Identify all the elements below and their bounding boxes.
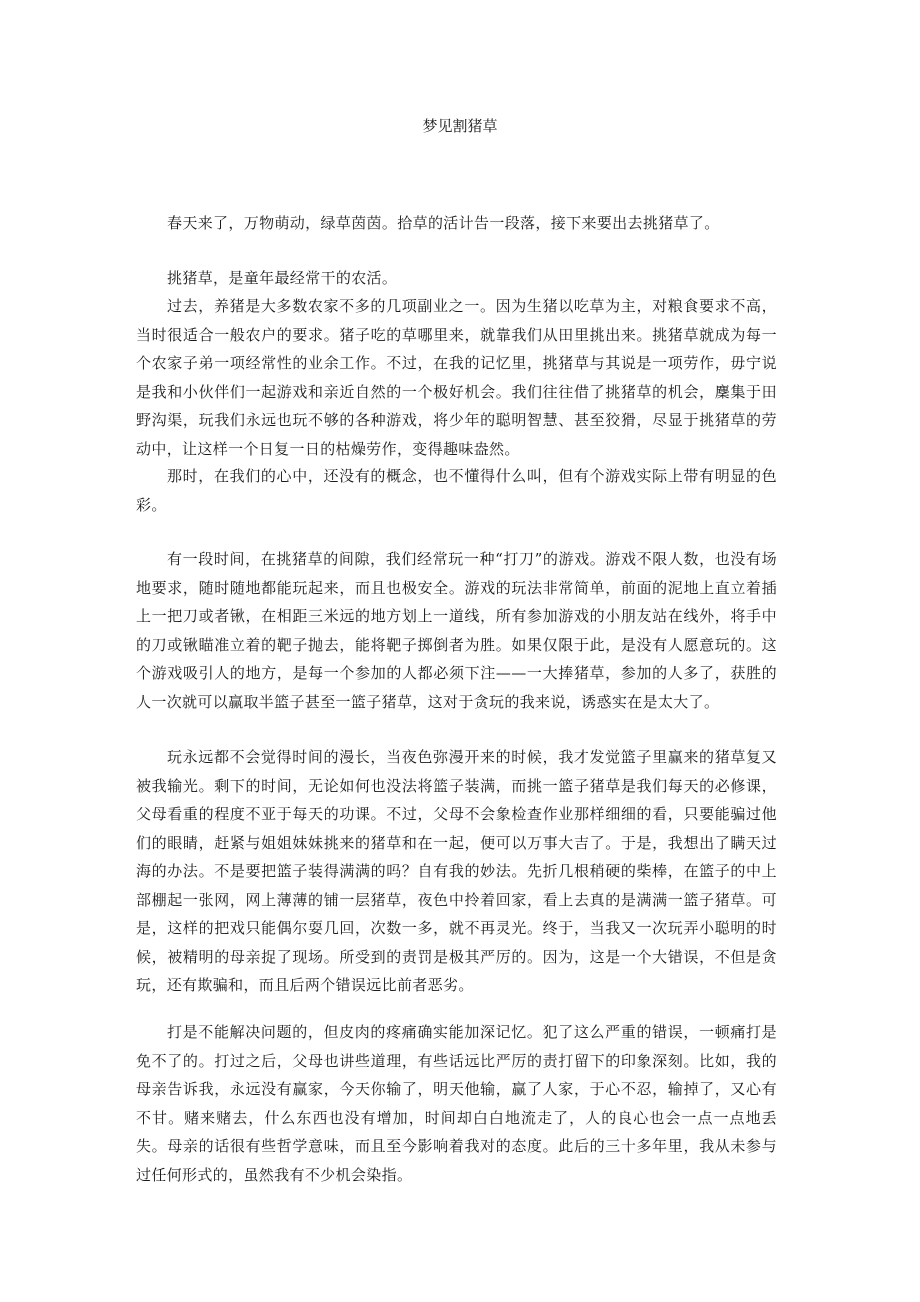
paragraph-basket-trick: 玩永远都不会觉得时间的漫长，当夜色弥漫开来的时候，我才发觉篮子里赢来的猪草复又被我输光。剩下的时间，无论如何也没法将篮子装满，而挑一篮子猪草是我们每天的必修课，父母看重的程度不亚于每天的功课。不过，父母不会象检查作业那样细细的看，只要能骗过他们的眼睛，赶紧与姐姐妹妹挑来的猪草和在一起，便可以万事大吉了。于是，我想出了瞒天过海的办法。不是要把篮子装得满满的吗？自有我的妙法。先折几根稍硬的柴棒，在篮子的中上部棚起一张网，网上薄薄的铺一层猪草，夜色中拎着回家，看上去真的是满满一篮子猪草。可是，这样的把戏只能偶尔耍几回，次数一多，就不再灵光。终于，当我又一次玩弄小聪明的时候，被精明的母亲捉了现场。所受到的责罚是极其严厉的。因为，这是一个大错误，不但是贪玩，还有欺骗和，而且后两个错误远比前者恶劣。 [136, 748, 777, 994]
page-title: 梦见割猪草 [422, 117, 498, 135]
paragraph-knife-game: 有一段时间，在挑猪草的间隙，我们经常玩一种“打刀”的游戏。游戏不限人数，也没有场地要求，随时随地都能玩起来，而且也极安全。游戏的玩法非常简单，前面的泥地上直立着插上一把刀或者锹，在相距三米远的地方划上一道线，所有参加游戏的小朋友站在线外，将手中的刀或锹瞄准立着的靶子抛去，能将靶子掷倒者为胜。如果仅限于此，是没有人愿意玩的。这个游戏吸引人的地方，是每一个参加的人都必须下注——一大捧猪草，参加的人多了，获胜的人一次就可以赢取半篮子甚至一篮子猪草，这对于贪玩的我来说，诱惑实在是太大了。 [136, 550, 777, 711]
paragraph-childhood-chore: 挑猪草，是童年最经常干的农活。 [167, 269, 398, 287]
paragraph-mothers-lesson: 打是不能解决问题的，但皮肉的疼痛确实能加深记忆。犯了这么严重的错误，一顿痛打是免不了的。打过之后，父母也讲些道理，有些话远比严厉的责打留下的印象深刻。比如，我的母亲告诉我，永远没有赢家，今天你输了，明天他输，赢了人家，于心不忍，输掉了，又心有不甘。赌来赌去，什么东西也没有增加，时间却白白地流走了，人的良心也会一点一点地丢失。母亲的话很有些哲学意味，而且至今影响着我对的态度。此后的三十多年里，我从未参与过任何形式的，虽然我有不少机会染指。 [136, 1023, 777, 1184]
paragraph-spring: 春天来了，万物萌动，绿草茵茵。拾草的活计告一段落，接下来要出去挑猪草了。 [167, 214, 720, 232]
paragraph-game-concept: 那时，在我们的心中，还没有的概念，也不懂得什么叫，但有个游戏实际上带有明显的色彩。 [136, 467, 777, 514]
paragraph-pig-raising: 过去，养猪是大多数农家不多的几项副业之一。因为生猪以吃草为主，对粮食要求不高，当时很适合一般农户的要求。猪子吃的草哪里来，就靠我们从田里挑出来。挑猪草就成为每一个农家子弟一项经常性的业余工作。不过，在我的记忆里，挑猪草与其说是一项劳作，毋宁说是我和小伙伴们一起游戏和亲近自然的一个极好机会。我们往往借了挑猪草的机会，麇集于田野沟渠，玩我们永远也玩不够的各种游戏，将少年的聪明智慧、甚至狡猾，尽显于挑猪草的劳动中，让这样一个日复一日的枯燥劳作，变得趣味盎然。 [136, 297, 777, 458]
